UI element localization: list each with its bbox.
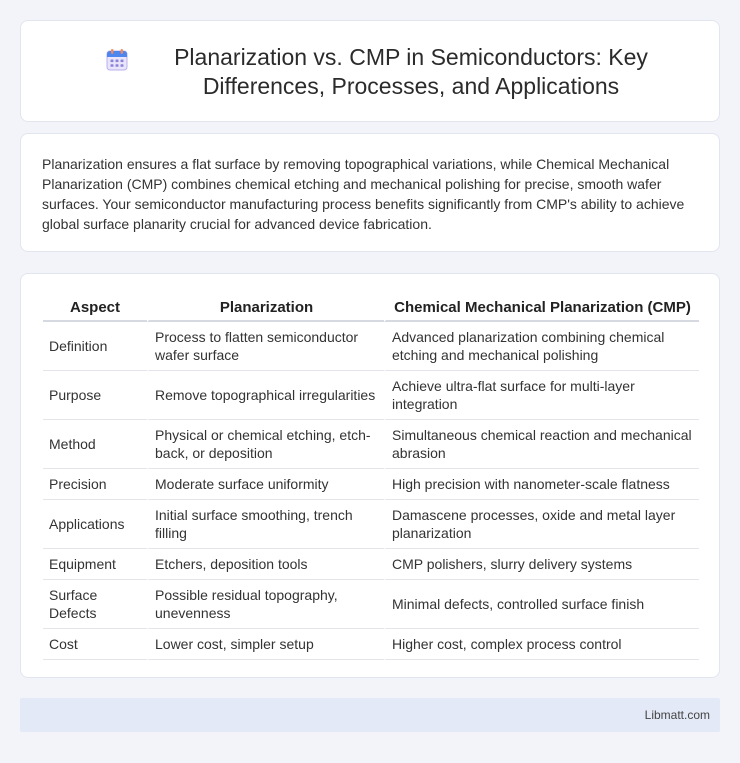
row-aspect: Precision	[43, 469, 147, 500]
row-cmp: Simultaneous chemical reaction and mechanical abrasion	[384, 420, 699, 469]
table-row	[43, 371, 699, 420]
table-row	[43, 580, 699, 629]
row-planarization: Moderate surface uniformity	[147, 469, 384, 500]
row-planarization: Process to flatten semiconductor wafer surface	[147, 322, 384, 371]
row-planarization: Remove topographical irregularities	[147, 371, 384, 420]
row-aspect: Method	[43, 420, 147, 469]
row-planarization: Etchers, deposition tools	[147, 549, 384, 580]
page-title: Planarization vs. CMP in Semiconductors: Key Differences, Processes, and Applications	[174, 44, 648, 99]
row-cmp: Higher cost, complex process control	[384, 629, 699, 660]
table-row	[43, 549, 699, 580]
row-planarization: Physical or chemical etching, etch-back, or deposition	[147, 420, 384, 469]
table-row	[43, 629, 699, 660]
table-row	[43, 500, 699, 549]
row-cmp: High precision with nanometer-scale flatness	[384, 469, 699, 500]
row-cmp: CMP polishers, slurry delivery systems	[384, 549, 699, 580]
row-aspect: Applications	[43, 500, 147, 549]
table-row	[43, 420, 699, 469]
table-card	[20, 273, 720, 678]
row-cmp: Minimal defects, controlled surface finish	[384, 580, 699, 629]
row-planarization: Initial surface smoothing, trench filling	[147, 500, 384, 549]
footer-brand[interactable]: Libmatt.com	[644, 708, 710, 722]
row-aspect: Purpose	[43, 371, 147, 420]
header-cmp: Chemical Mechanical Planarization (CMP)	[384, 294, 699, 322]
header-aspect: Aspect	[43, 294, 147, 322]
title-card	[20, 20, 720, 122]
calendar-icon	[105, 48, 129, 72]
table-header-row	[43, 294, 699, 322]
row-planarization: Possible residual topography, unevenness	[147, 580, 384, 629]
row-cmp: Achieve ultra-flat surface for multi-layer integration	[384, 371, 699, 420]
row-cmp: Advanced planarization combining chemical etching and mechanical polishing	[384, 322, 699, 371]
row-aspect: Equipment	[43, 549, 147, 580]
footer-bar	[20, 698, 720, 732]
header-planarization: Planarization	[147, 294, 384, 322]
table-row	[43, 469, 699, 500]
row-cmp: Damascene processes, oxide and metal layer planarization	[384, 500, 699, 549]
row-planarization: Lower cost, simpler setup	[147, 629, 384, 660]
intro-paragraph: Planarization ensures a flat surface by removing topographical variations, while Chemical Mechanical Planarization (CMP) combines chemical etching and mechanical polishing for precise, smooth wafer surfaces. Your semiconductor manufacturing process benefits significantly from CMP's ability to achieve global surface planarity crucial for advanced device fabrication.	[42, 156, 685, 232]
table-row	[43, 322, 699, 371]
comparison-table	[43, 294, 699, 660]
intro-card	[20, 133, 720, 252]
row-aspect: Cost	[43, 629, 147, 660]
row-aspect: Surface Defects	[43, 580, 147, 629]
row-aspect: Definition	[43, 322, 147, 371]
